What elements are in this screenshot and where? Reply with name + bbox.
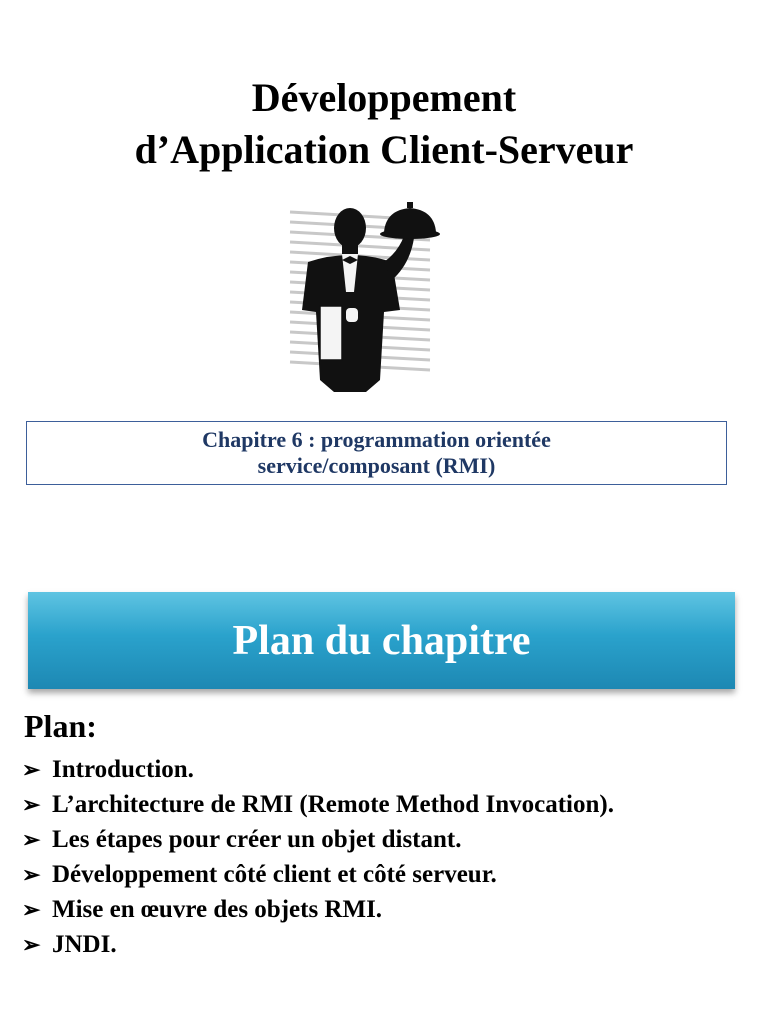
document-title xyxy=(0,72,768,176)
arrow-bullet-icon: ➢ xyxy=(22,827,41,852)
arrow-bullet-icon: ➢ xyxy=(22,792,41,817)
arrow-bullet-icon: ➢ xyxy=(22,932,41,957)
list-item: ➢ Développement côté client et côté serveur. xyxy=(22,857,742,892)
arrow-bullet-icon: ➢ xyxy=(22,897,41,922)
plan-banner xyxy=(28,592,735,689)
list-item: ➢ Mise en œuvre des objets RMI. xyxy=(22,892,742,927)
list-item: ➢ Introduction. xyxy=(22,752,742,787)
chapter-box xyxy=(26,421,727,485)
title-line-2: d’Application Client-Serveur xyxy=(134,127,634,172)
plan-banner-label: Plan du chapitre xyxy=(232,617,531,664)
list-item: ➢ JNDI. xyxy=(22,927,742,962)
arrow-bullet-icon: ➢ xyxy=(22,757,41,782)
plan-list xyxy=(22,752,742,962)
waiter-serving-tray-icon xyxy=(280,200,460,400)
plan-heading: Plan: xyxy=(24,708,97,744)
chapter-line-2: service/composant (RMI) xyxy=(257,453,496,478)
title-line-1: Développement xyxy=(251,75,517,120)
list-item: ➢ Les étapes pour créer un objet distant. xyxy=(22,822,742,857)
chapter-line-1: Chapitre 6 : programmation orientée xyxy=(202,427,551,452)
list-item: ➢ L’architecture de RMI (Remote Method Invocation). xyxy=(22,787,742,822)
arrow-bullet-icon: ➢ xyxy=(22,862,41,887)
